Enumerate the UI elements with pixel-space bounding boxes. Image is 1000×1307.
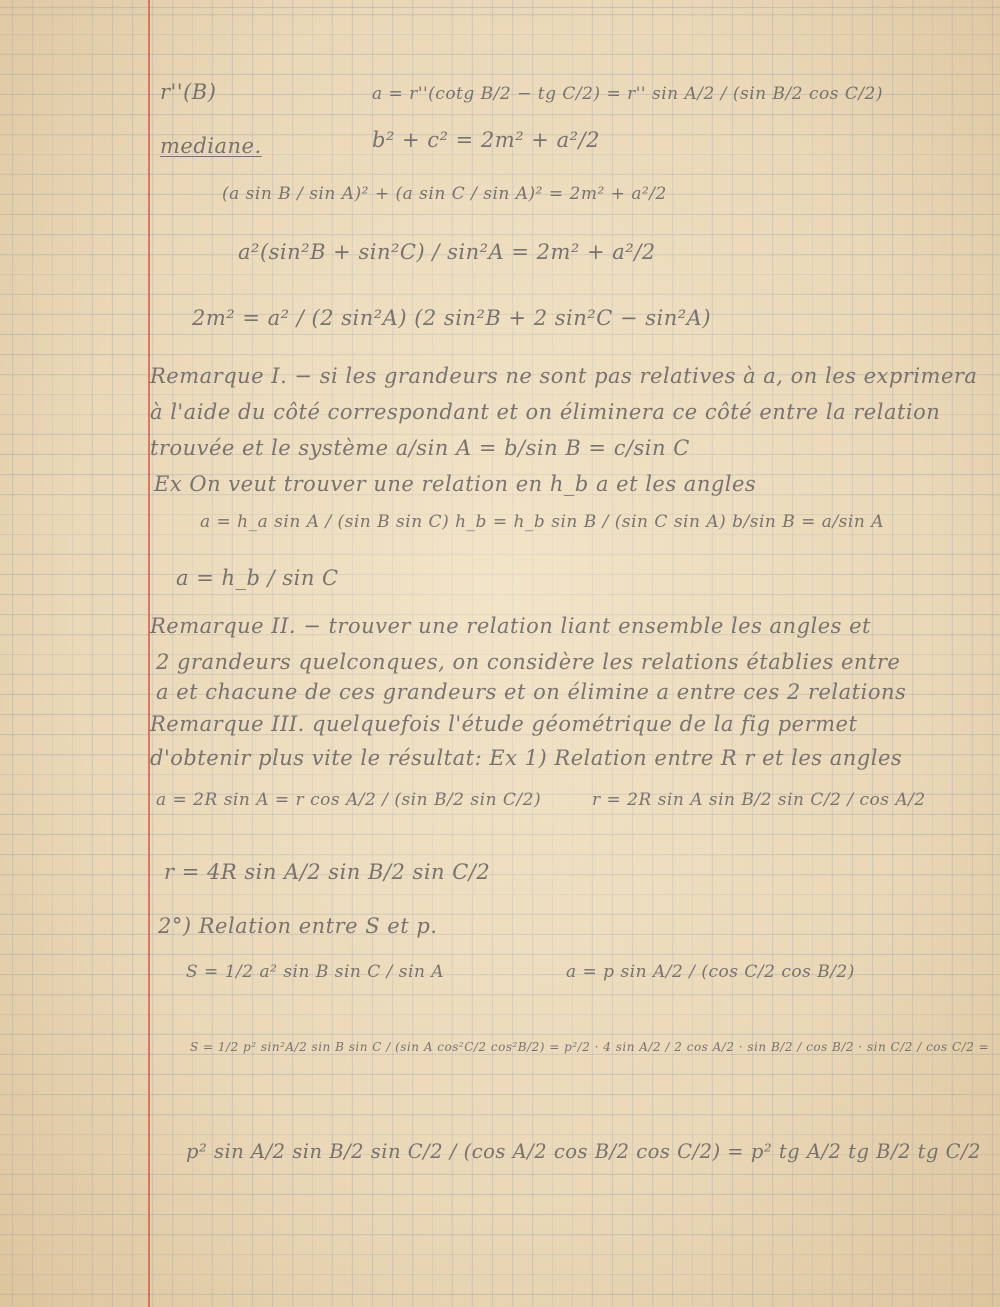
note-line: a = h_a sin A / (sin B sin C) h_b = h_b sin B / (sin C sin A) b/sin B = a/sin A — [200, 512, 884, 532]
note-line: S = 1/2 a² sin B sin C / sin A — [186, 962, 445, 982]
note-line: r = 2R sin A sin B/2 sin C/2 / cos A/2 — [592, 790, 926, 810]
note-line: trouvée et le système a/sin A = b/sin B = c/sin C — [150, 436, 690, 460]
note-line: a = 2R sin A = r cos A/2 / (sin B/2 sin C/2) — [156, 790, 542, 810]
note-line: a²(sin²B + sin²C) / sin²A = 2m² + a²/2 — [238, 240, 656, 264]
note-line: r''(B) — [160, 80, 217, 104]
note-line: b² + c² = 2m² + a²/2 — [372, 128, 600, 152]
note-line: d'obtenir plus vite le résultat: Ex 1) Relation entre R r et les angles — [150, 746, 903, 770]
note-line: S = 1/2 p² sin²A/2 sin B sin C / (sin A cos²C/2 cos²B/2) = p²/2 · 4 sin A/2 / 2 cos A/2 · sin B/2 / cos B/2 · sin C/2 / cos C/2 = — [190, 1040, 990, 1054]
note-line: 2°) Relation entre S et p. — [158, 914, 438, 938]
note-line: r = 4R sin A/2 sin B/2 sin C/2 — [164, 860, 491, 884]
note-line: mediane. — [160, 134, 262, 158]
note-line: a et chacune de ces grandeurs et on élimine a entre ces 2 relations — [156, 680, 907, 704]
note-line: a = h_b / sin C — [176, 566, 339, 590]
note-line: Ex On veut trouver une relation en h_b a et les angles — [154, 472, 757, 496]
note-line: (a sin B / sin A)² + (a sin C / sin A)² = 2m² + a²/2 — [222, 184, 667, 204]
note-line: Remarque III. quelquefois l'étude géométrique de la fig permet — [150, 712, 858, 736]
note-line: Remarque I. − si les grandeurs ne sont pas relatives à a, on les exprimera — [150, 364, 978, 388]
note-line: 2 grandeurs quelconques, on considère les relations établies entre — [156, 650, 901, 674]
note-line: Remarque II. − trouver une relation liant ensemble les angles et — [150, 614, 871, 638]
note-line: a = r''(cotg B/2 − tg C/2) = r'' sin A/2 / (sin B/2 cos C/2) — [372, 84, 884, 104]
note-line: 2m² = a² / (2 sin²A) (2 sin²B + 2 sin²C − sin²A) — [192, 306, 712, 330]
note-line: p² sin A/2 sin B/2 sin C/2 / (cos A/2 cos B/2 cos C/2) = p² tg A/2 tg B/2 tg C/2 — [186, 1140, 982, 1163]
margin-line — [148, 0, 150, 1307]
note-line: à l'aide du côté correspondant et on éliminera ce côté entre la relation — [150, 400, 941, 424]
note-line: a = p sin A/2 / (cos C/2 cos B/2) — [566, 962, 855, 982]
